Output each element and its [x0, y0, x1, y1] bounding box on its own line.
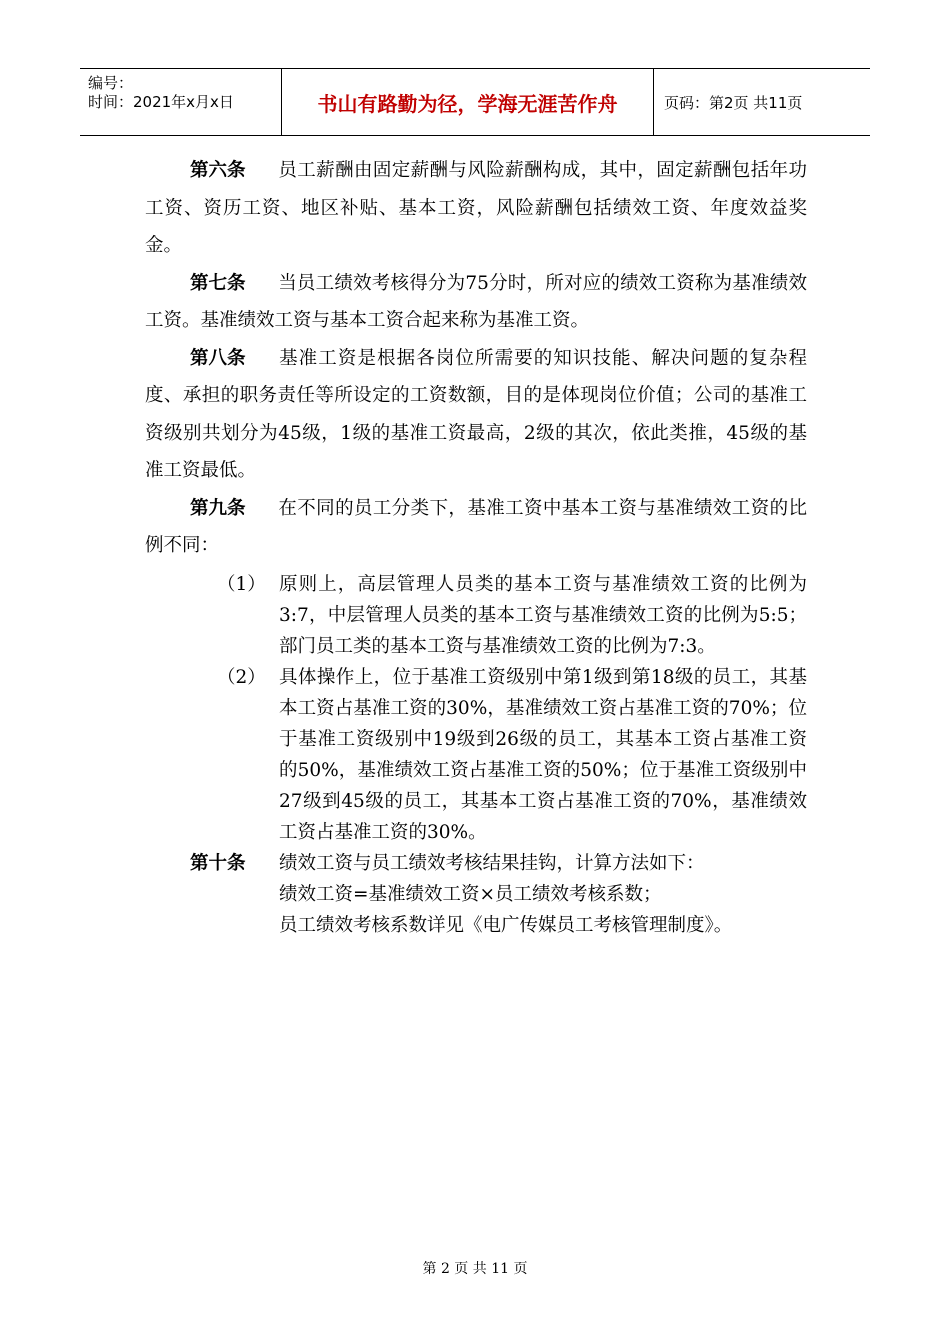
article-8-text: 基准工资是根据各岗位所需要的知识技能、解决问题的复杂程度、承担的职务责任等所设定的工资数额，目的是体现岗位价值；公司的基准工资级别共划分为45级，1级的基准工资最高，2级的其次，依此类推，45级的基准工资最低。 [145, 347, 807, 481]
item-number: （1） [217, 573, 266, 595]
item-text: 具体操作上，位于基准工资级别中第1级到第18级的员工，其基本工资占基准工资的30%，基准绩效工资占基准工资的70%；位于基准工资级别中19级到26级的员工，其基本工资占基准工资的50%，基准绩效工资占基准工资的50%；位于基准工资级别中27级到45级的员工，其基本工资占基准工资的70%，基准绩效工资占基准工资的30%。 [279, 666, 807, 843]
article-8-label: 第八条 [190, 347, 246, 369]
article-7-text: 当员工绩效考核得分为75分时，所对应的绩效工资称为基准绩效工资。基准绩效工资与基本工资合起来称为基准工资。 [145, 272, 807, 331]
article-6 [145, 152, 807, 265]
header-number-label: 编号： [88, 74, 134, 92]
header-time-label: 时间：2021年x月x日 [88, 93, 234, 111]
article-6-label: 第六条 [190, 160, 246, 181]
article-10-label: 第十条 [190, 852, 246, 874]
article-9 [145, 490, 807, 565]
article-10-note: 员工绩效考核系数详见《电广传媒员工考核管理制度》。 [279, 914, 733, 936]
article-7-label: 第七条 [190, 272, 246, 294]
item-text: 原则上，高层管理人员类的基本工资与基准绩效工资的比例为3:7，中层管理人员类的基本工资与基准绩效工资的比例为5:5；部门员工类的基本工资与基准绩效工资的比例为7:3。 [279, 573, 807, 657]
article-9-item-1 [145, 569, 807, 662]
header-meta [80, 69, 281, 135]
article-10-formula: 绩效工资=基准绩效工资×员工绩效考核系数； [279, 883, 662, 905]
article-10 [145, 848, 807, 879]
article-9-text: 在不同的员工分类下，基准工资中基本工资与基准绩效工资的比例不同： [145, 497, 807, 556]
article-10-text: 绩效工资与员工绩效考核结果挂钩，计算方法如下： [279, 852, 705, 874]
article-8 [145, 340, 807, 490]
page-footer: 第 2 页 共 11 页 [422, 1261, 528, 1277]
article-9-label: 第九条 [190, 497, 246, 519]
document-body [145, 152, 807, 941]
article-9-item-2 [145, 662, 807, 848]
article-6-text: 员工薪酬由固定薪酬与风险薪酬构成，其中，固定薪酬包括年功工资、资历工资、地区补贴、基本工资，风险薪酬包括绩效工资、年度效益奖金。 [145, 160, 807, 256]
header-page-label: 页码：第2页 共11页 [664, 93, 803, 112]
page-header [80, 68, 870, 136]
article-7 [145, 265, 807, 340]
header-motto: 书山有路勤为径，学海无涯苦作舟 [281, 69, 654, 135]
item-number: （2） [217, 666, 266, 688]
